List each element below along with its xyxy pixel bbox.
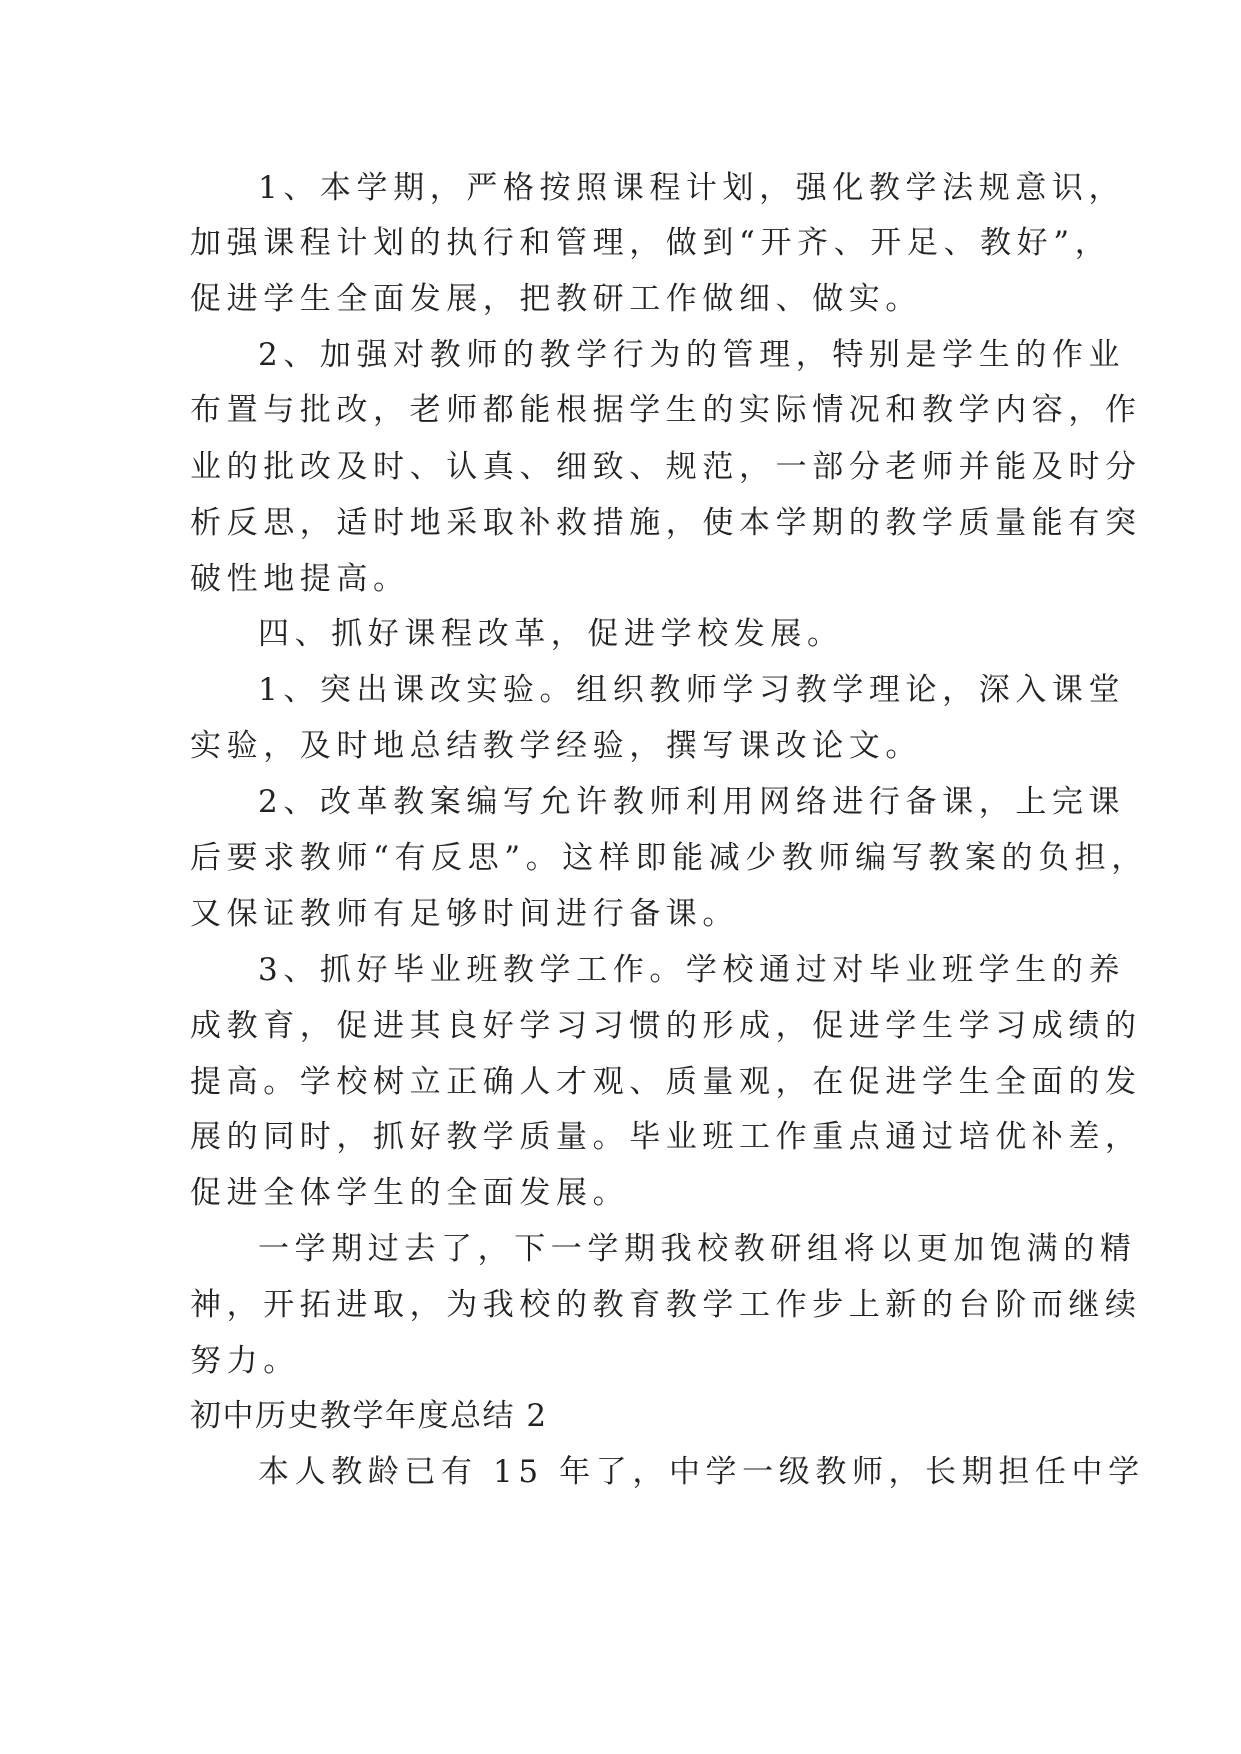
text-line: 析反思，适时地采取补救措施，使本学期的教学质量能有突 bbox=[190, 505, 1142, 541]
text-line: 成教育，促进其良好学习习惯的形成，促进学生学习成绩的 bbox=[190, 1008, 1142, 1044]
text-line: 1、突出课改实验。组织教师学习教学理论，深入课堂 bbox=[258, 672, 1126, 708]
text-line: 一学期过去了，下一学期我校教研组将以更加饱满的精 bbox=[258, 1231, 1137, 1267]
text-line: 努力。 bbox=[190, 1343, 300, 1379]
text-line: 3、抓好毕业班教学工作。学校通过对毕业班学生的养 bbox=[258, 952, 1126, 988]
text-line: 实验，及时地总结教学经验，撰写课改论文。 bbox=[190, 728, 922, 764]
document-title: 初中历史教学年度总结 2 bbox=[190, 1398, 548, 1434]
text-line: 2、加强对教师的教学行为的管理，特别是学生的作业 bbox=[258, 337, 1126, 373]
text-line: 破性地提高。 bbox=[190, 561, 410, 597]
text-line: 本人教龄已有 15 年了，中学一级教师，长期担任中学 bbox=[258, 1454, 1145, 1490]
text-line: 展的同时，抓好教学质量。毕业班工作重点通过培优补差， bbox=[190, 1119, 1142, 1155]
text-line: 提高。学校树立正确人才观、质量观，在促进学生全面的发 bbox=[190, 1064, 1142, 1100]
text-line: 神，开拓进取，为我校的教育教学工作步上新的台阶而继续 bbox=[190, 1287, 1142, 1323]
text-line: 促进学生全面发展，把教研工作做细、做实。 bbox=[190, 281, 922, 317]
text-line: 1、本学期，严格按照课程计划，强化教学法规意识， bbox=[258, 170, 1126, 206]
text-line: 促进全体学生的全面发展。 bbox=[190, 1175, 630, 1211]
text-line: 业的批改及时、认真、细致、规范，一部分老师并能及时分 bbox=[190, 449, 1142, 485]
text-line: 加强课程计划的执行和管理，做到“开齐、开足、教好”， bbox=[190, 225, 1112, 261]
text-line: 2、改革教案编写允许教师利用网络进行备课，上完课 bbox=[258, 784, 1126, 820]
text-line: 布置与批改，老师都能根据学生的实际情况和教学内容，作 bbox=[190, 392, 1142, 428]
text-line: 后要求教师“有反思”。这样即能减少教师编写教案的负担， bbox=[190, 840, 1148, 876]
text-line: 又保证教师有足够时间进行备课。 bbox=[190, 896, 739, 932]
section-heading: 四、抓好课程改革，促进学校发展。 bbox=[258, 616, 844, 652]
